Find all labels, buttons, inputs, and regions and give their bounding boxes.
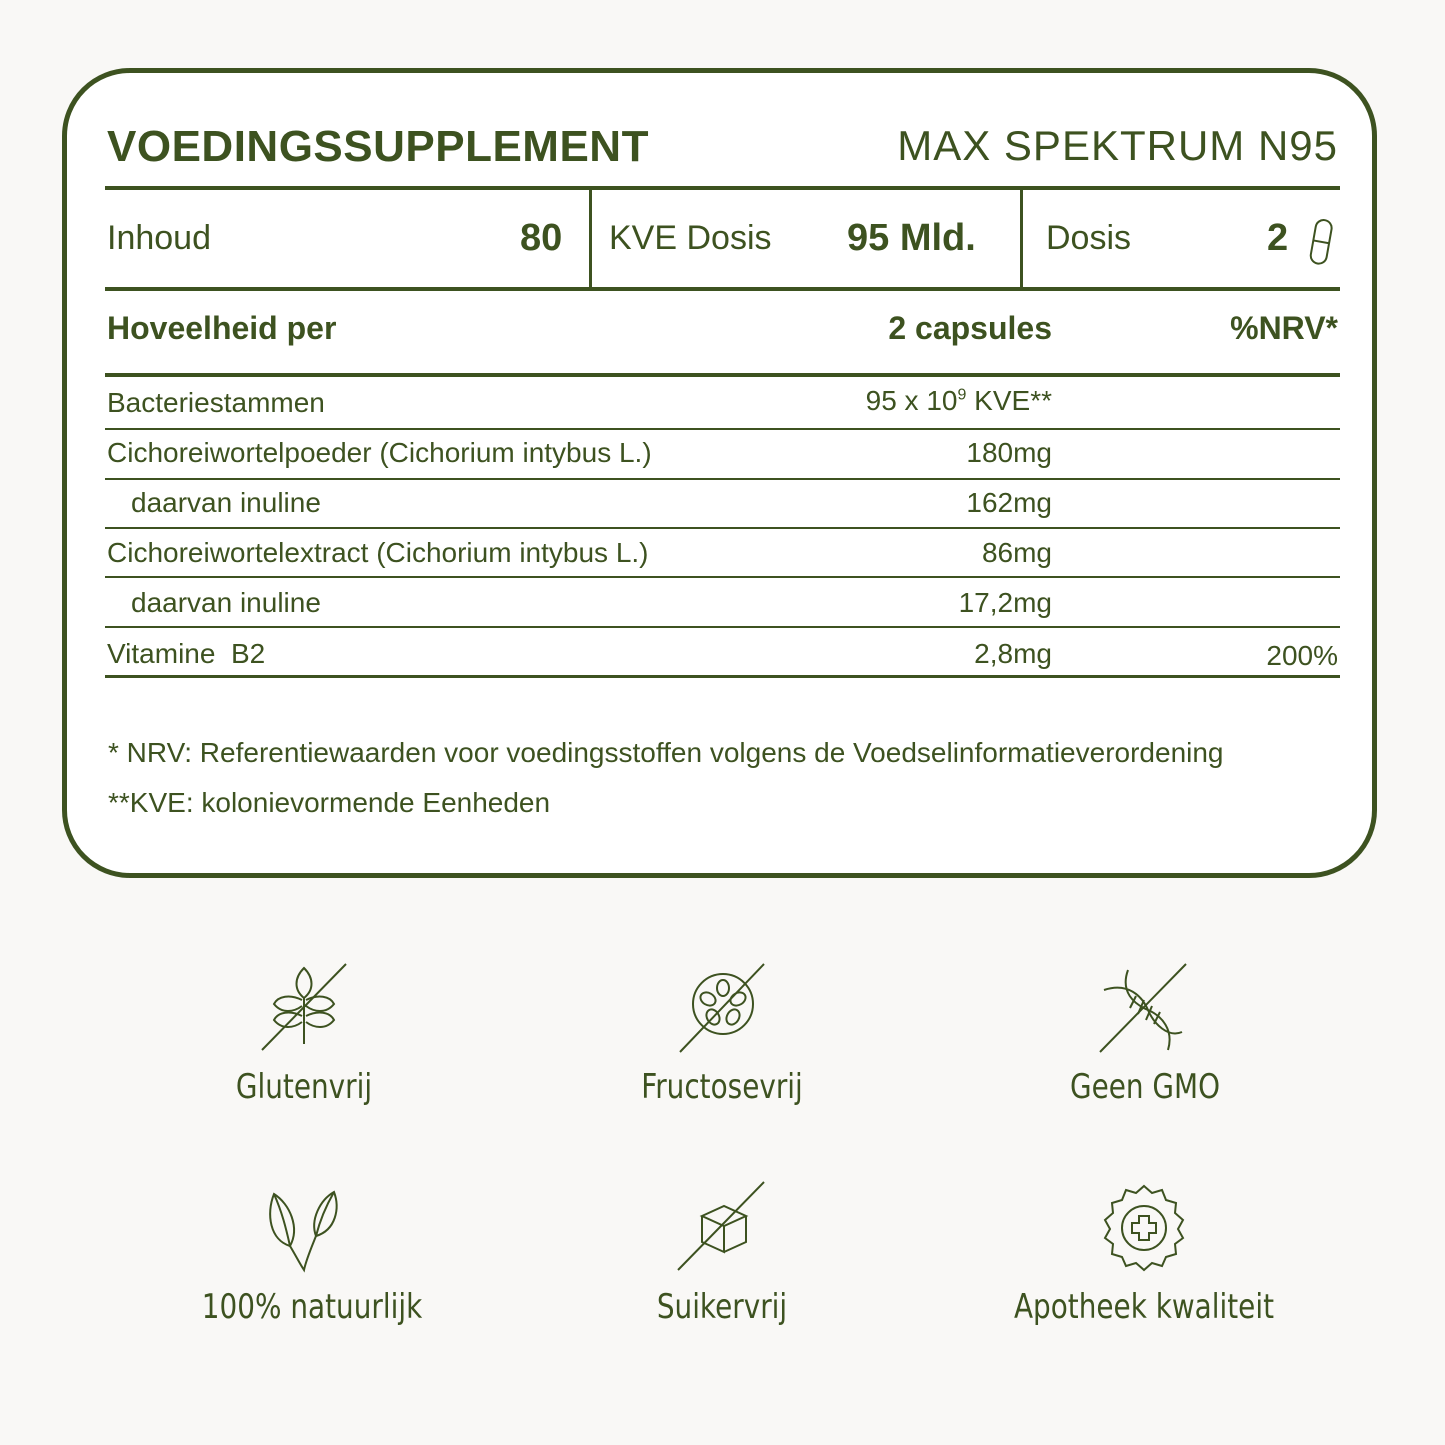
fruit-slice-crossed-icon <box>676 962 770 1056</box>
leaves-icon <box>264 1188 344 1272</box>
stat-value-kve: 95 Mld. <box>847 217 976 259</box>
table-row-nrv: 200% <box>1266 640 1338 671</box>
badge-label: Geen GMO <box>1069 1067 1221 1107</box>
row-divider <box>105 626 1340 628</box>
footnote-kve: **KVE: kolonievormende Eenheden <box>108 787 551 818</box>
table-row-name: daarvan inuline <box>131 587 321 618</box>
row-divider <box>105 527 1340 529</box>
stat-label-kve: KVE Dosis <box>609 219 772 257</box>
product-name: MAX SPEKTRUM N95 <box>897 122 1338 169</box>
capsule-icon <box>1308 218 1336 268</box>
stat-value-inhoud: 80 <box>520 217 563 259</box>
table-header-name: Hoveelheid per <box>107 310 337 346</box>
supplement-title: VOEDINGSSUPPLEMENT <box>107 122 649 171</box>
divider <box>105 186 1340 190</box>
table-row-name: daarvan inuline <box>131 487 321 518</box>
table-row-amount: 2,8mg <box>974 638 1052 669</box>
badge-label: Suikervrij <box>656 1287 788 1327</box>
divider <box>1020 190 1023 288</box>
stat-label-dosis: Dosis <box>1046 219 1132 257</box>
sugar-cube-crossed-icon <box>676 1180 770 1274</box>
table-row-amount: 86mg <box>981 537 1052 568</box>
table-row-name: Cichoreiwortelextract (Cichorium intybus L.) <box>107 537 649 568</box>
footnote-nrv: * NRV: Referentiewaarden voor voedingsstoffen volgens de Voedselinformatieverordening <box>108 737 1224 768</box>
table-row-amount: 17,2mg <box>958 587 1052 618</box>
stat-value-dosis: 2 <box>1267 217 1289 259</box>
divider <box>105 373 1340 377</box>
table-header-amount: 2 capsules <box>888 310 1052 346</box>
dna-crossed-icon <box>1098 962 1192 1056</box>
row-divider <box>105 576 1340 578</box>
pharmacy-seal-icon <box>1100 1184 1188 1272</box>
table-row-amount: 95 x $10^9$ KVE** <box>865 385 1052 416</box>
wheat-crossed-icon <box>258 960 352 1054</box>
table-row-amount: 162mg <box>966 487 1052 518</box>
row-divider <box>105 675 1340 678</box>
badge-label: 100% natuurlijk <box>201 1287 423 1327</box>
table-header-nrv: %NRV* <box>1230 310 1338 346</box>
table-row-name: Vitamine B2 <box>107 638 266 669</box>
table-row-name: Cichoreiwortelpoeder (Cichorium intybus L.) <box>107 437 652 468</box>
badge-label: Apotheek kwaliteit <box>1013 1287 1275 1327</box>
divider <box>105 287 1340 291</box>
stat-label-inhoud: Inhoud <box>107 219 211 257</box>
row-divider <box>105 478 1340 480</box>
badge-label: Glutenvrij <box>235 1067 373 1107</box>
badge-label: Fructosevrij <box>641 1067 803 1107</box>
divider <box>589 190 592 288</box>
table-row-name: Bacteriestammen <box>107 387 325 418</box>
table-row-amount: 180mg <box>966 437 1052 468</box>
row-divider <box>105 428 1340 430</box>
